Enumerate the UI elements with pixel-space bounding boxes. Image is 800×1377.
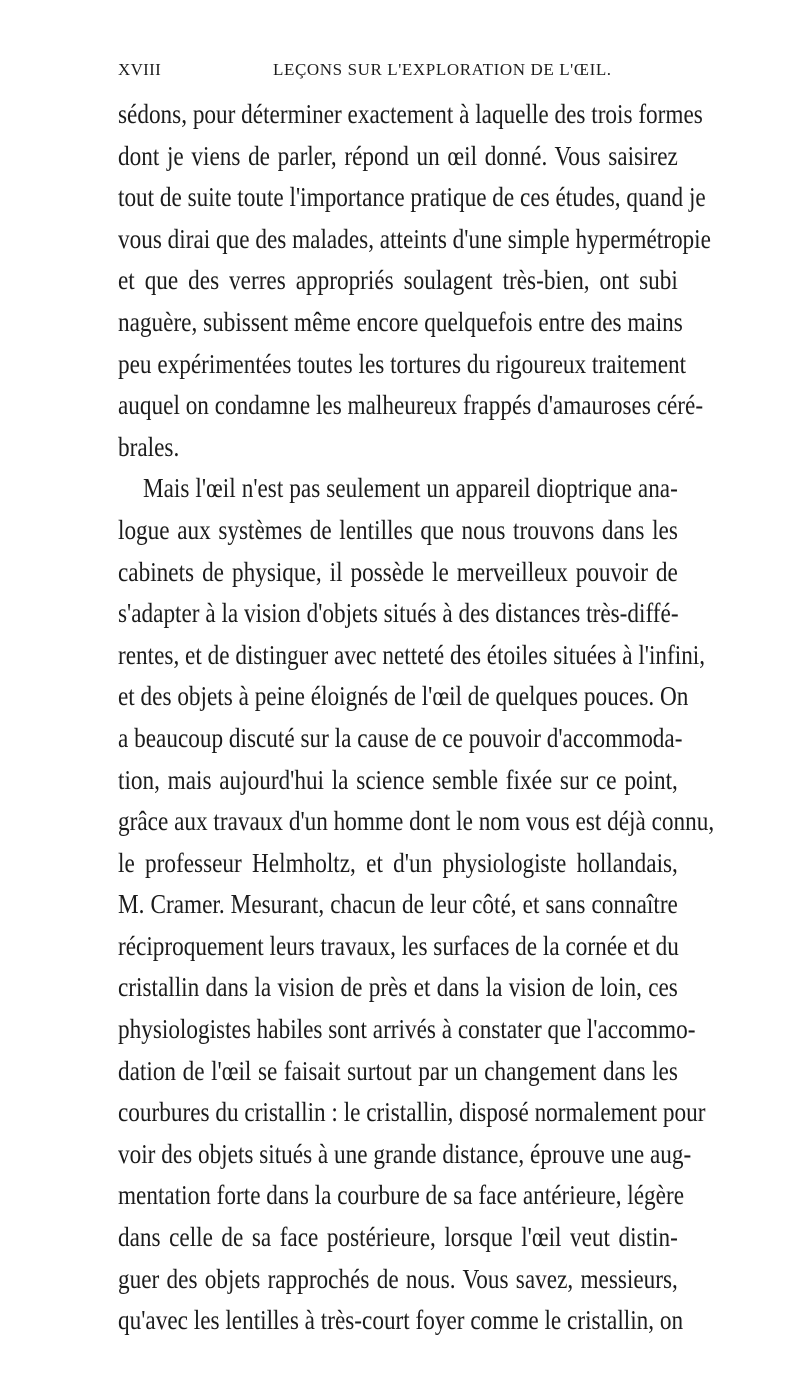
text-line: s'adapter à la vision d'objets situés à des distances très-diffé- — [118, 598, 679, 629]
text-line: et que des verres appropriés soulagent très-bien, ont subi — [118, 265, 678, 296]
page-header — [118, 60, 678, 84]
text-line: logue aux systèmes de lentilles que nous trouvons dans les — [118, 514, 678, 545]
text-line: mentation forte dans la courbure de sa face antérieure, légère — [118, 1180, 685, 1211]
text-line: auquel on condamne les malheureux frappés d'amauroses céré- — [118, 390, 704, 421]
text-line: voir des objets situés à une grande distance, éprouve une aug- — [118, 1138, 692, 1169]
text-line: naguère, subissent même encore quelquefois entre des mains — [118, 306, 683, 337]
text-line: dont je viens de parler, répond un œil donné. Vous saisirez — [118, 140, 678, 171]
text-line: a beaucoup discuté sur la cause de ce pouvoir d'accommoda- — [118, 722, 683, 753]
text-line: physiologistes habiles sont arrivés à constater que l'accommo- — [118, 1014, 696, 1045]
text-line: qu'avec les lentilles à très-court foyer comme le cristallin, on — [118, 1305, 684, 1336]
text-line: guer des objets rapprochés de nous. Vous savez, messieurs, — [118, 1263, 678, 1294]
text-line: tion, mais aujourd'hui la science semble fixée sur ce point, — [118, 764, 678, 795]
body-text — [118, 94, 715, 1342]
paragraph-start-line: Mais l'œil n'est pas seulement un appareil dioptrique ana- — [142, 473, 678, 504]
text-line: tout de suite toute l'importance pratique de ces études, quand je — [118, 182, 706, 213]
text-line: cristallin dans la vision de près et dans la vision de loin, ces — [118, 972, 678, 1003]
text-line: grâce aux travaux d'un homme dont le nom vous est déjà connu, — [118, 806, 715, 837]
text-line: vous dirai que des malades, atteints d'une simple hypermétropie — [118, 223, 711, 254]
running-title: LEÇONS SUR L'EXPLORATION DE L'ŒIL. — [273, 60, 612, 79]
text-line: brales. — [118, 431, 180, 462]
text-line: cabinets de physique, il possède le merveilleux pouvoir de — [118, 556, 678, 587]
text-line: M. Cramer. Mesurant, chacun de leur côté, et sans connaître — [118, 889, 678, 920]
text-line: dans celle de sa face postérieure, lorsque l'œil veut distin- — [118, 1222, 678, 1253]
text-line: le professeur Helmholtz, et d'un physiologiste hollandais, — [118, 847, 678, 878]
text-line: réciproquement leurs travaux, les surfaces de la cornée et du — [118, 930, 679, 961]
text-line: et des objets à peine éloignés de l'œil de quelques pouces. On — [118, 681, 689, 712]
text-line: courbures du cristallin : le cristallin, disposé normalement pour — [118, 1097, 706, 1128]
text-line: sédons, pour déterminer exactement à laquelle des trois formes — [118, 99, 703, 129]
page-number: XVIII — [118, 60, 162, 79]
text-line: rentes, et de distinguer avec netteté des étoiles situées à l'infini, — [118, 639, 706, 670]
text-line: dation de l'œil se faisait surtout par un changement dans les — [118, 1055, 678, 1086]
text-line: peu expérimentées toutes les tortures du rigoureux traitement — [118, 348, 687, 379]
